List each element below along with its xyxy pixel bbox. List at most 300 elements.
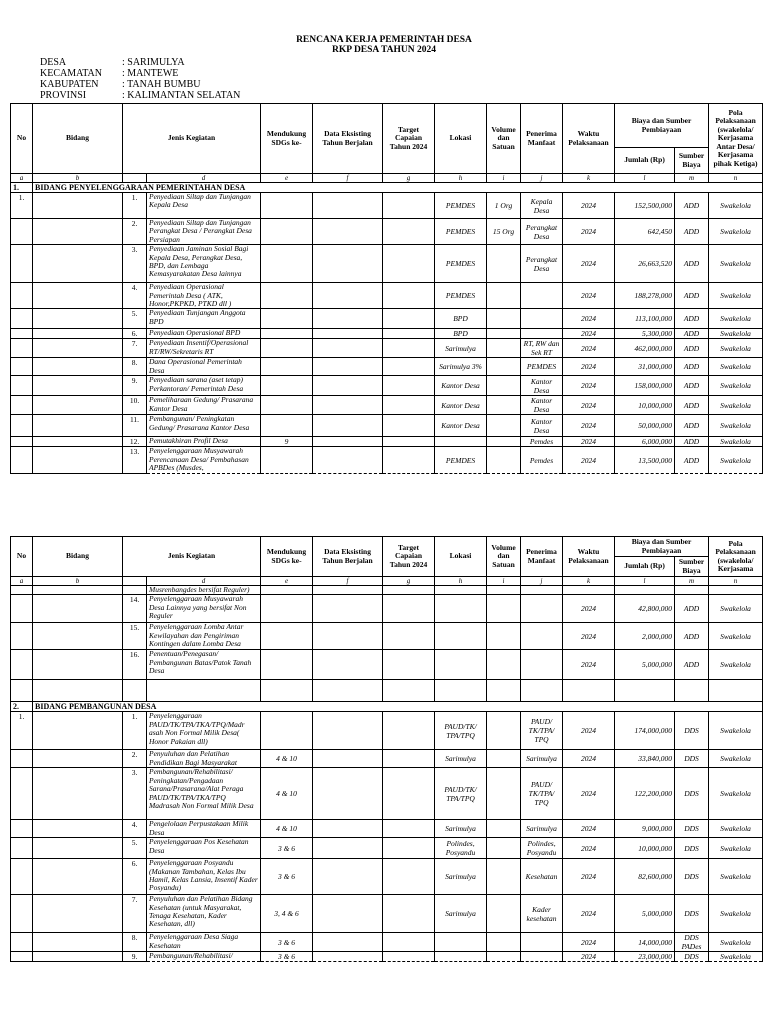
activity-name: Penyediaan Insentif/Operasional RT/RW/Sekretaris RT bbox=[147, 339, 261, 358]
sdgs-cell bbox=[261, 283, 313, 309]
activity-row bbox=[11, 650, 763, 680]
bidang-cell bbox=[33, 750, 123, 768]
col-header-waktu: Waktu Pelaksanaan bbox=[563, 104, 615, 174]
jumlah-cell: 188,278,000 bbox=[615, 283, 675, 309]
bidang-cell bbox=[33, 376, 123, 396]
waktu-cell: 2024 bbox=[563, 768, 615, 820]
activity-name: Pemutakhiran Profil Desa bbox=[147, 437, 261, 447]
penerima-cell bbox=[521, 952, 563, 962]
empty-cell bbox=[563, 586, 615, 595]
lokasi-cell: PAUD/TK/ TPA/TPQ bbox=[435, 768, 487, 820]
waktu-cell: 2024 bbox=[563, 376, 615, 396]
column-letter: d bbox=[147, 174, 261, 183]
lokasi-cell bbox=[435, 952, 487, 962]
jumlah-cell: 462,000,000 bbox=[615, 339, 675, 358]
column-letter: n bbox=[709, 174, 763, 183]
lokasi-cell: BPD bbox=[435, 309, 487, 329]
sdgs-cell: 3 & 6 bbox=[261, 859, 313, 895]
penerima-cell: Polindes, Posyandu bbox=[521, 838, 563, 859]
lokasi-cell bbox=[435, 623, 487, 650]
data-eksisting-cell bbox=[313, 309, 383, 329]
row-number bbox=[11, 396, 33, 415]
data-eksisting-cell bbox=[313, 339, 383, 358]
data-eksisting-cell bbox=[313, 820, 383, 838]
activity-name-continued: Musrenbangdes bersifat Reguler) bbox=[147, 586, 261, 595]
bidang-cell bbox=[33, 838, 123, 859]
activity-row bbox=[11, 358, 763, 376]
col-header-pola: Pola Pelaksanaan (swakelola/ Kerjasama Antar Desa/ Kerjasama pihak Ketiga) bbox=[709, 104, 763, 174]
activity-row bbox=[11, 245, 763, 283]
target-cell bbox=[383, 838, 435, 859]
empty-cell bbox=[33, 586, 123, 595]
row-number: 1. bbox=[11, 193, 33, 219]
col-header-data: Data Eksisting Tahun Berjalan bbox=[313, 104, 383, 174]
penerima-cell: RT, RW dan Sek RT bbox=[521, 339, 563, 358]
bidang-cell bbox=[33, 245, 123, 283]
target-cell bbox=[383, 952, 435, 962]
activity-name: Penyelenggaraan Pos Kesehatan Desa bbox=[147, 838, 261, 859]
col-header-target: Target Capaian Tahun 2024 bbox=[383, 104, 435, 174]
empty-cell bbox=[123, 586, 147, 595]
column-letter: g bbox=[383, 174, 435, 183]
pola-cell: Swakelola bbox=[709, 650, 763, 680]
waktu-cell: 2024 bbox=[563, 895, 615, 933]
waktu-cell: 2024 bbox=[563, 859, 615, 895]
sumber-cell: ADD bbox=[675, 595, 709, 623]
lokasi-cell: Kantor Desa bbox=[435, 376, 487, 396]
bidang-cell bbox=[33, 933, 123, 952]
row-number bbox=[11, 820, 33, 838]
row-number bbox=[11, 329, 33, 339]
sdgs-cell: 4 & 10 bbox=[261, 820, 313, 838]
volume-cell bbox=[487, 376, 521, 396]
bidang-cell bbox=[33, 358, 123, 376]
activity-name: Penyuluhan dan Pelatihan Bidang Kesehatan (untuk Masyarakat, Tenaga Kesehatan, Kader Kesehatan, dll) bbox=[147, 895, 261, 933]
lokasi-cell: Kantor Desa bbox=[435, 396, 487, 415]
pola-cell: Swakelola bbox=[709, 820, 763, 838]
activity-row bbox=[11, 437, 763, 447]
volume-cell bbox=[487, 309, 521, 329]
empty-cell bbox=[487, 680, 521, 702]
lokasi-cell: Sarimulya bbox=[435, 750, 487, 768]
bidang-cell bbox=[33, 650, 123, 680]
activity-row bbox=[11, 623, 763, 650]
column-letter: g bbox=[383, 577, 435, 586]
sdgs-cell bbox=[261, 623, 313, 650]
activity-name: Penyediaan Siltap dan Tunjangan Kepala Desa bbox=[147, 193, 261, 219]
doc-title: RENCANA KERJA PEMERINTAH DESA bbox=[296, 35, 472, 45]
activity-name: Pembangunan/Rehabilitasi/ bbox=[147, 952, 261, 962]
volume-cell bbox=[487, 859, 521, 895]
data-eksisting-cell bbox=[313, 933, 383, 952]
activity-name: Penyelenggaraan Desa Siaga Kesehatan bbox=[147, 933, 261, 952]
waktu-cell: 2024 bbox=[563, 219, 615, 245]
waktu-cell: 2024 bbox=[563, 447, 615, 474]
sumber-cell: ADD bbox=[675, 219, 709, 245]
info-row bbox=[40, 68, 240, 79]
data-eksisting-cell bbox=[313, 768, 383, 820]
sumber-cell: ADD bbox=[675, 437, 709, 447]
lokasi-cell: PEMDES bbox=[435, 283, 487, 309]
target-cell bbox=[383, 396, 435, 415]
section-number: 2. bbox=[11, 702, 33, 712]
lokasi-cell: PAUD/TK/ TPA/TPQ bbox=[435, 712, 487, 750]
jumlah-cell: 23,000,000 bbox=[615, 952, 675, 962]
sumber-cell: ADD bbox=[675, 283, 709, 309]
jumlah-cell: 113,100,000 bbox=[615, 309, 675, 329]
column-letter: e bbox=[261, 174, 313, 183]
village-info bbox=[40, 57, 240, 101]
info-key: KABUPATEN bbox=[40, 79, 99, 90]
target-cell bbox=[383, 933, 435, 952]
waktu-cell: 2024 bbox=[563, 750, 615, 768]
bidang-cell bbox=[33, 193, 123, 219]
item-number: 7. bbox=[123, 895, 147, 933]
waktu-cell: 2024 bbox=[563, 838, 615, 859]
jumlah-cell: 50,000,000 bbox=[615, 415, 675, 437]
pola-cell: Swakelola bbox=[709, 750, 763, 768]
activity-row bbox=[11, 193, 763, 219]
col-header-no: No bbox=[11, 537, 33, 577]
penerima-cell: PEMDES bbox=[521, 358, 563, 376]
col-header-target: Target Capaian Tahun 2024 bbox=[383, 537, 435, 577]
row-number bbox=[11, 309, 33, 329]
lokasi-cell bbox=[435, 595, 487, 623]
activity-name: Pemeliharaan Gedung/ Prasarana Kantor Desa bbox=[147, 396, 261, 415]
empty-cell bbox=[563, 680, 615, 702]
pola-cell: Swakelola bbox=[709, 859, 763, 895]
bidang-cell bbox=[33, 895, 123, 933]
sumber-cell: ADD bbox=[675, 193, 709, 219]
info-key: PROVINSI bbox=[40, 90, 87, 101]
waktu-cell: 2024 bbox=[563, 415, 615, 437]
jumlah-cell: 6,000,000 bbox=[615, 437, 675, 447]
volume-cell bbox=[487, 329, 521, 339]
lokasi-cell: PEMDES bbox=[435, 193, 487, 219]
pola-cell: Swakelola bbox=[709, 895, 763, 933]
item-number: 11. bbox=[123, 415, 147, 437]
volume-cell bbox=[487, 245, 521, 283]
target-cell bbox=[383, 415, 435, 437]
pola-cell: Swakelola bbox=[709, 838, 763, 859]
pola-cell: Swakelola bbox=[709, 768, 763, 820]
bidang-cell bbox=[33, 339, 123, 358]
row-number bbox=[11, 595, 33, 623]
bidang-cell bbox=[33, 768, 123, 820]
empty-cell bbox=[435, 586, 487, 595]
sdgs-cell: 9 bbox=[261, 437, 313, 447]
volume-cell bbox=[487, 768, 521, 820]
empty-cell bbox=[615, 586, 675, 595]
bidang-cell bbox=[33, 712, 123, 750]
sdgs-cell bbox=[261, 219, 313, 245]
lokasi-cell: Sarimulya bbox=[435, 820, 487, 838]
sumber-cell: ADD bbox=[675, 245, 709, 283]
row-number bbox=[11, 895, 33, 933]
data-eksisting-cell bbox=[313, 859, 383, 895]
pola-cell: Swakelola bbox=[709, 358, 763, 376]
data-eksisting-cell bbox=[313, 750, 383, 768]
lokasi-cell: Kantor Desa bbox=[435, 415, 487, 437]
item-number: 13. bbox=[123, 447, 147, 474]
target-cell bbox=[383, 820, 435, 838]
empty-cell bbox=[435, 680, 487, 702]
penerima-cell: Kader kesehatan bbox=[521, 895, 563, 933]
pola-cell: Swakelola bbox=[709, 595, 763, 623]
sdgs-cell bbox=[261, 358, 313, 376]
col-header-jumlah: Jumlah (Rp) bbox=[615, 557, 675, 577]
volume-cell bbox=[487, 623, 521, 650]
column-letter: h bbox=[435, 174, 487, 183]
row-number bbox=[11, 283, 33, 309]
volume-cell bbox=[487, 396, 521, 415]
bidang-cell bbox=[33, 309, 123, 329]
sdgs-cell bbox=[261, 309, 313, 329]
empty-cell bbox=[261, 586, 313, 595]
data-eksisting-cell bbox=[313, 595, 383, 623]
waktu-cell: 2024 bbox=[563, 193, 615, 219]
penerima-cell: Pemdes bbox=[521, 447, 563, 474]
penerima-cell: Perangkat Desa bbox=[521, 245, 563, 283]
target-cell bbox=[383, 245, 435, 283]
col-header-penerima: Penerima Manfaat bbox=[521, 537, 563, 577]
volume-cell bbox=[487, 838, 521, 859]
info-key: DESA bbox=[40, 57, 67, 68]
row-number bbox=[11, 415, 33, 437]
data-eksisting-cell bbox=[313, 219, 383, 245]
sdgs-cell: 4 & 10 bbox=[261, 768, 313, 820]
item-number: 10. bbox=[123, 396, 147, 415]
sdgs-cell bbox=[261, 396, 313, 415]
section-number: 1. bbox=[11, 183, 33, 193]
sdgs-cell bbox=[261, 376, 313, 396]
item-number: 7. bbox=[123, 339, 147, 358]
activity-row bbox=[11, 595, 763, 623]
sumber-cell: DDS bbox=[675, 895, 709, 933]
activity-row bbox=[11, 339, 763, 358]
item-number: 5. bbox=[123, 838, 147, 859]
lokasi-cell bbox=[435, 650, 487, 680]
item-number: 2. bbox=[123, 750, 147, 768]
activity-name: Pembangunan/Rehabilitasi/ Peningkatan/Pengadaan Sarana/Prasarana/Alat Peraga PAUD/TK/TPA/TKA/TPQ Madrasah Non Formal Milik Desa bbox=[147, 768, 261, 820]
row-number bbox=[11, 358, 33, 376]
row-number bbox=[11, 952, 33, 962]
pola-cell: Swakelola bbox=[709, 623, 763, 650]
penerima-cell bbox=[521, 329, 563, 339]
data-eksisting-cell bbox=[313, 447, 383, 474]
jumlah-cell: 31,000,000 bbox=[615, 358, 675, 376]
lokasi-cell: Sarimulya bbox=[435, 895, 487, 933]
sdgs-cell: 3 & 6 bbox=[261, 838, 313, 859]
volume-cell bbox=[487, 712, 521, 750]
penerima-cell: PAUD/ TK/TPA/ TPQ bbox=[521, 768, 563, 820]
jumlah-cell: 14,000,000 bbox=[615, 933, 675, 952]
sdgs-cell bbox=[261, 650, 313, 680]
col-header-pola: Pola Pelaksanaan (swakelola/ Kerjasama bbox=[709, 537, 763, 577]
item-number: 6. bbox=[123, 329, 147, 339]
activity-row bbox=[11, 933, 763, 952]
column-letter: k bbox=[563, 577, 615, 586]
empty-cell bbox=[521, 680, 563, 702]
continuation-row bbox=[11, 586, 763, 595]
column-letter: k bbox=[563, 174, 615, 183]
info-value: : SARIMULYA bbox=[122, 57, 185, 68]
activity-name: Dana Operasional Pemerintah Desa bbox=[147, 358, 261, 376]
sumber-cell: ADD bbox=[675, 623, 709, 650]
data-eksisting-cell bbox=[313, 396, 383, 415]
bidang-cell bbox=[33, 415, 123, 437]
column-letter: i bbox=[487, 577, 521, 586]
sdgs-cell: 3, 4 & 6 bbox=[261, 895, 313, 933]
lokasi-cell: Sarimulya bbox=[435, 859, 487, 895]
sdgs-cell bbox=[261, 329, 313, 339]
penerima-cell: Kantor Desa bbox=[521, 376, 563, 396]
column-letter: n bbox=[709, 577, 763, 586]
empty-cell bbox=[33, 680, 123, 702]
data-eksisting-cell bbox=[313, 650, 383, 680]
sumber-cell: ADD bbox=[675, 396, 709, 415]
data-eksisting-cell bbox=[313, 283, 383, 309]
data-eksisting-cell bbox=[313, 193, 383, 219]
target-cell bbox=[383, 376, 435, 396]
target-cell bbox=[383, 283, 435, 309]
item-number: 8. bbox=[123, 933, 147, 952]
data-eksisting-cell bbox=[313, 712, 383, 750]
col-header-biaya: Biaya dan Sumber Pembiayaan bbox=[615, 537, 709, 557]
row-number bbox=[11, 750, 33, 768]
volume-cell bbox=[487, 283, 521, 309]
target-cell bbox=[383, 768, 435, 820]
target-cell bbox=[383, 219, 435, 245]
data-eksisting-cell bbox=[313, 376, 383, 396]
target-cell bbox=[383, 859, 435, 895]
data-eksisting-cell bbox=[313, 838, 383, 859]
rkp-table-page2 bbox=[10, 536, 763, 962]
activity-row bbox=[11, 219, 763, 245]
empty-cell bbox=[709, 586, 763, 595]
activity-row bbox=[11, 309, 763, 329]
sdgs-cell: 4 & 10 bbox=[261, 750, 313, 768]
item-number: 12. bbox=[123, 437, 147, 447]
bidang-cell bbox=[33, 447, 123, 474]
sdgs-cell bbox=[261, 595, 313, 623]
activity-row bbox=[11, 447, 763, 474]
column-letter: m bbox=[675, 174, 709, 183]
penerima-cell: Kantor Desa bbox=[521, 415, 563, 437]
target-cell bbox=[383, 595, 435, 623]
lokasi-cell: PEMDES bbox=[435, 447, 487, 474]
penerima-cell bbox=[521, 933, 563, 952]
sumber-cell: ADD bbox=[675, 309, 709, 329]
row-number bbox=[11, 339, 33, 358]
activity-row bbox=[11, 396, 763, 415]
bidang-cell bbox=[33, 859, 123, 895]
penerima-cell: Kesehatan bbox=[521, 859, 563, 895]
info-row bbox=[40, 57, 240, 68]
col-header-jenis: Jenis Kegiatan bbox=[123, 104, 261, 174]
sumber-cell: ADD bbox=[675, 447, 709, 474]
col-header-sumber: Sumber Biaya bbox=[675, 557, 709, 577]
sumber-cell: ADD bbox=[675, 358, 709, 376]
activity-row bbox=[11, 329, 763, 339]
data-eksisting-cell bbox=[313, 437, 383, 447]
volume-cell: 1 Org bbox=[487, 193, 521, 219]
waktu-cell: 2024 bbox=[563, 329, 615, 339]
data-eksisting-cell bbox=[313, 329, 383, 339]
activity-name: Penyediaan Tunjangan Anggota BPD bbox=[147, 309, 261, 329]
waktu-cell: 2024 bbox=[563, 339, 615, 358]
sumber-cell: ADD bbox=[675, 339, 709, 358]
empty-cell bbox=[383, 680, 435, 702]
column-letter: f bbox=[313, 174, 383, 183]
activity-name: Penyuluhan dan Pelatihan Pendidikan Bagi Masyarakat bbox=[147, 750, 261, 768]
row-number bbox=[11, 859, 33, 895]
target-cell bbox=[383, 329, 435, 339]
activity-name: Penyelenggaraan Lomba Antar Kewilayahan dan Pengiriman Kontingen dalam Lomba Desa bbox=[147, 623, 261, 650]
pola-cell: Swakelola bbox=[709, 712, 763, 750]
pola-cell: Swakelola bbox=[709, 219, 763, 245]
column-letter: a bbox=[11, 174, 33, 183]
activity-name: Penyediaan Operasional BPD bbox=[147, 329, 261, 339]
column-letter-row bbox=[11, 174, 763, 183]
lokasi-cell: PEMDES bbox=[435, 245, 487, 283]
lokasi-cell: Sarimulya 3% bbox=[435, 358, 487, 376]
column-letter: l bbox=[615, 174, 675, 183]
jumlah-cell: 158,000,000 bbox=[615, 376, 675, 396]
activity-name: Penyediaan Jaminan Sosial Bagi Kepala Desa, Perangkat Desa, BPD, dan Lembaga Kemasyarakatan Desa lainnya bbox=[147, 245, 261, 283]
jumlah-cell: 5,000,000 bbox=[615, 650, 675, 680]
row-number bbox=[11, 933, 33, 952]
doc-subtitle: RKP DESA TAHUN 2024 bbox=[332, 45, 436, 55]
column-letter: b bbox=[33, 577, 123, 586]
penerima-cell: Kantor Desa bbox=[521, 396, 563, 415]
row-number bbox=[11, 219, 33, 245]
empty-row bbox=[11, 680, 763, 702]
item-number: 4. bbox=[123, 820, 147, 838]
activity-name: Penentuan/Penegasan/ Pembangunan Batas/Patok Tanah Desa bbox=[147, 650, 261, 680]
jumlah-cell: 642,450 bbox=[615, 219, 675, 245]
volume-cell: 15 Org bbox=[487, 219, 521, 245]
pola-cell: Swakelola bbox=[709, 376, 763, 396]
row-number bbox=[11, 650, 33, 680]
activity-name: Penyelenggaraan PAUD/TK/TPA/TKA/TPQ/Madr asah Non Formal Milik Desa( Honor Pakaian dll) bbox=[147, 712, 261, 750]
waktu-cell: 2024 bbox=[563, 820, 615, 838]
header-row bbox=[11, 537, 763, 557]
item-number: 6. bbox=[123, 859, 147, 895]
jumlah-cell: 5,300,000 bbox=[615, 329, 675, 339]
penerima-cell: Sarimulya bbox=[521, 750, 563, 768]
item-number: 4. bbox=[123, 283, 147, 309]
sumber-cell: DDS PADes bbox=[675, 933, 709, 952]
empty-cell bbox=[675, 680, 709, 702]
row-number bbox=[11, 768, 33, 820]
lokasi-cell: PEMDES bbox=[435, 219, 487, 245]
info-value: : TANAH BUMBU bbox=[122, 79, 201, 90]
sdgs-cell: 3 & 6 bbox=[261, 952, 313, 962]
pola-cell: Swakelola bbox=[709, 396, 763, 415]
volume-cell bbox=[487, 339, 521, 358]
empty-cell bbox=[11, 586, 33, 595]
penerima-cell: Perangkat Desa bbox=[521, 219, 563, 245]
waktu-cell: 2024 bbox=[563, 283, 615, 309]
activity-row bbox=[11, 859, 763, 895]
sdgs-cell bbox=[261, 415, 313, 437]
empty-cell bbox=[313, 680, 383, 702]
waktu-cell: 2024 bbox=[563, 712, 615, 750]
row-number bbox=[11, 437, 33, 447]
column-letter: e bbox=[261, 577, 313, 586]
pola-cell: Swakelola bbox=[709, 283, 763, 309]
